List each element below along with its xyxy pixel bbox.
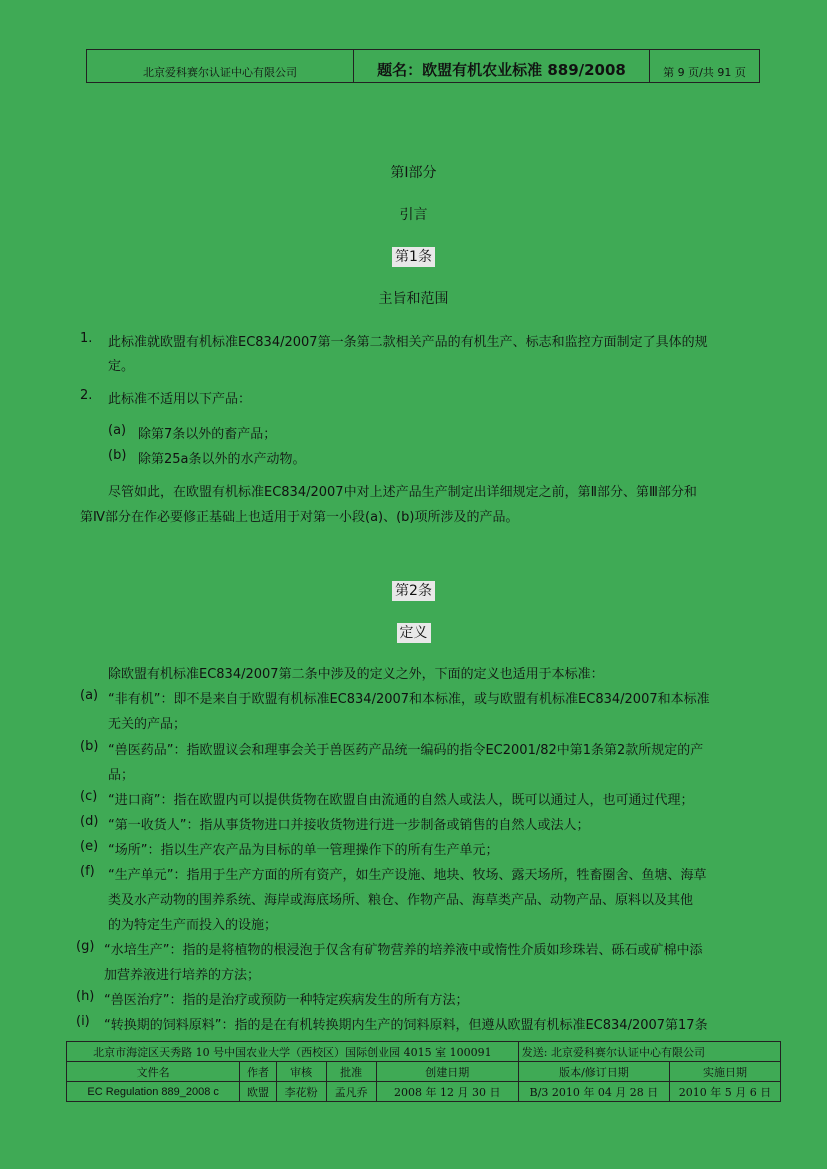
document-footer-table	[66, 1041, 781, 1102]
definition-line: “转换期的饲料原料”：指的是在有机转换期内生产的饲料原料，但遵从欧盟有机标准EC834/2007第17条	[104, 1018, 708, 1033]
footer-header-cell: 文件名	[67, 1062, 240, 1082]
definition-line: 加营养液进行培养的方法；	[104, 968, 261, 983]
part-heading: 第Ⅰ部分	[390, 165, 437, 181]
footer-header-cell: 审核	[276, 1062, 326, 1082]
article-1-subtitle: 主旨和范围	[378, 291, 449, 307]
list-label: (i)	[76, 1014, 90, 1029]
header-page-number: 第 9 页/共 91 页	[663, 66, 746, 79]
paragraph-line: 定。	[108, 359, 135, 374]
list-number: 2.	[80, 388, 93, 403]
footer-approver: 孟凡乔	[326, 1082, 376, 1102]
footer-header-cell: 实施日期	[670, 1062, 781, 1082]
list-label: (d)	[80, 814, 99, 829]
list-item: 除第7条以外的畜产品；	[138, 427, 277, 442]
list-number: 1.	[80, 331, 93, 346]
definition-line: “第一收货人”：指从事货物进口并接收货物进行进一步制备或销售的自然人或法人；	[108, 818, 590, 833]
article-2-subtitle: 定义	[397, 623, 431, 643]
definition-line: “进口商”：指在欧盟内可以提供货物在欧盟自由流通的自然人或法人，既可以通过人，也可通过代理；	[108, 793, 694, 808]
paragraph-line: 此标准不适用以下产品：	[108, 392, 252, 407]
header-company: 北京爱科赛尔认证中心有限公司	[87, 50, 354, 82]
definition-line: “水培生产”：指的是将植物的根浸泡于仅含有矿物营养的培养液中或惰性介质如珍珠岩、砾石或矿棉中添	[104, 943, 703, 958]
paragraph-line: 此标准就欧盟有机标准EC834/2007第一条第二款相关产品的有机生产、标志和监控方面制定了具体的规	[108, 335, 708, 350]
article-2-heading: 第2条	[392, 581, 435, 601]
paragraph-line: 除欧盟有机标准EC834/2007第二条中涉及的定义之外，下面的定义也适用于本标准：	[108, 667, 604, 682]
list-label: (f)	[80, 864, 95, 879]
footer-created-date: 2008 年 12 月 30 日	[376, 1082, 518, 1102]
article-1-heading: 第1条	[392, 247, 435, 267]
definition-line: “兽医治疗”：指的是治疗或预防一种特定疾病发生的所有方法；	[104, 993, 469, 1008]
definition-line: “兽医药品”：指欧盟议会和理事会关于兽医药产品统一编码的指令EC2001/82中第1条第2款所规定的产	[108, 743, 704, 758]
paragraph-line: 第Ⅳ部分在作必要修正基础上也适用于对第一小段(a)、(b)项所涉及的产品。	[80, 510, 519, 525]
page-header	[86, 49, 760, 83]
definition-line: “场所”：指以生产农产品为目标的单一管理操作下的所有生产单元；	[108, 843, 499, 858]
footer-address: 北京市海淀区天秀路 10 号中国农业大学（西校区）国际创业园 4015 室 100091	[67, 1042, 519, 1062]
intro-heading: 引言	[399, 207, 428, 223]
footer-header-cell: 作者	[240, 1062, 276, 1082]
list-label: (b)	[80, 739, 99, 754]
list-label: (c)	[80, 789, 98, 804]
paragraph-line: 尽管如此，在欧盟有机标准EC834/2007中对上述产品生产制定出详细规定之前，第Ⅱ部分、第Ⅲ部分和	[108, 485, 697, 500]
footer-file-name: EC Regulation 889_2008 c	[67, 1082, 240, 1102]
footer-author: 欧盟	[240, 1082, 276, 1102]
header-title: 题名：欧盟有机农业标准 889/2008	[354, 50, 650, 82]
footer-reviewer: 李花粉	[276, 1082, 326, 1102]
list-label: (e)	[80, 839, 99, 854]
definition-line: “非有机”：即不是来自于欧盟有机标准EC834/2007和本标准，或与欧盟有机标准EC834/2007和本标准	[108, 692, 710, 707]
definition-line: 类及水产动物的围养系统、海岸或海底场所、粮仓、作物产品、海草类产品、动物产品、原料以及其他	[108, 893, 694, 908]
footer-effective-date: 2010 年 5 月 6 日	[670, 1082, 781, 1102]
footer-version-date: B/3 2010 年 04 月 28 日	[518, 1082, 669, 1102]
list-label: (a)	[80, 688, 99, 703]
footer-header-cell: 创建日期	[376, 1062, 518, 1082]
footer-header-cell: 批准	[326, 1062, 376, 1082]
list-label: (a)	[108, 423, 127, 438]
definition-line: “生产单元”：指用于生产方面的所有资产，如生产设施、地块、牧场、露天场所，牲畜圈舍、鱼塘、海草	[108, 868, 707, 883]
list-label: (h)	[76, 989, 95, 1004]
definition-line: 无关的产品；	[108, 717, 187, 732]
footer-header-cell: 版本/修订日期	[518, 1062, 669, 1082]
footer-issuer: 发送: 北京爱科赛尔认证中心有限公司	[518, 1042, 780, 1062]
definition-line: 品；	[108, 768, 135, 783]
definition-line: 的为特定生产而投入的设施；	[108, 918, 278, 933]
list-label: (g)	[76, 939, 95, 954]
list-label: (b)	[108, 448, 127, 463]
list-item: 除第25a条以外的水产动物。	[138, 452, 306, 467]
